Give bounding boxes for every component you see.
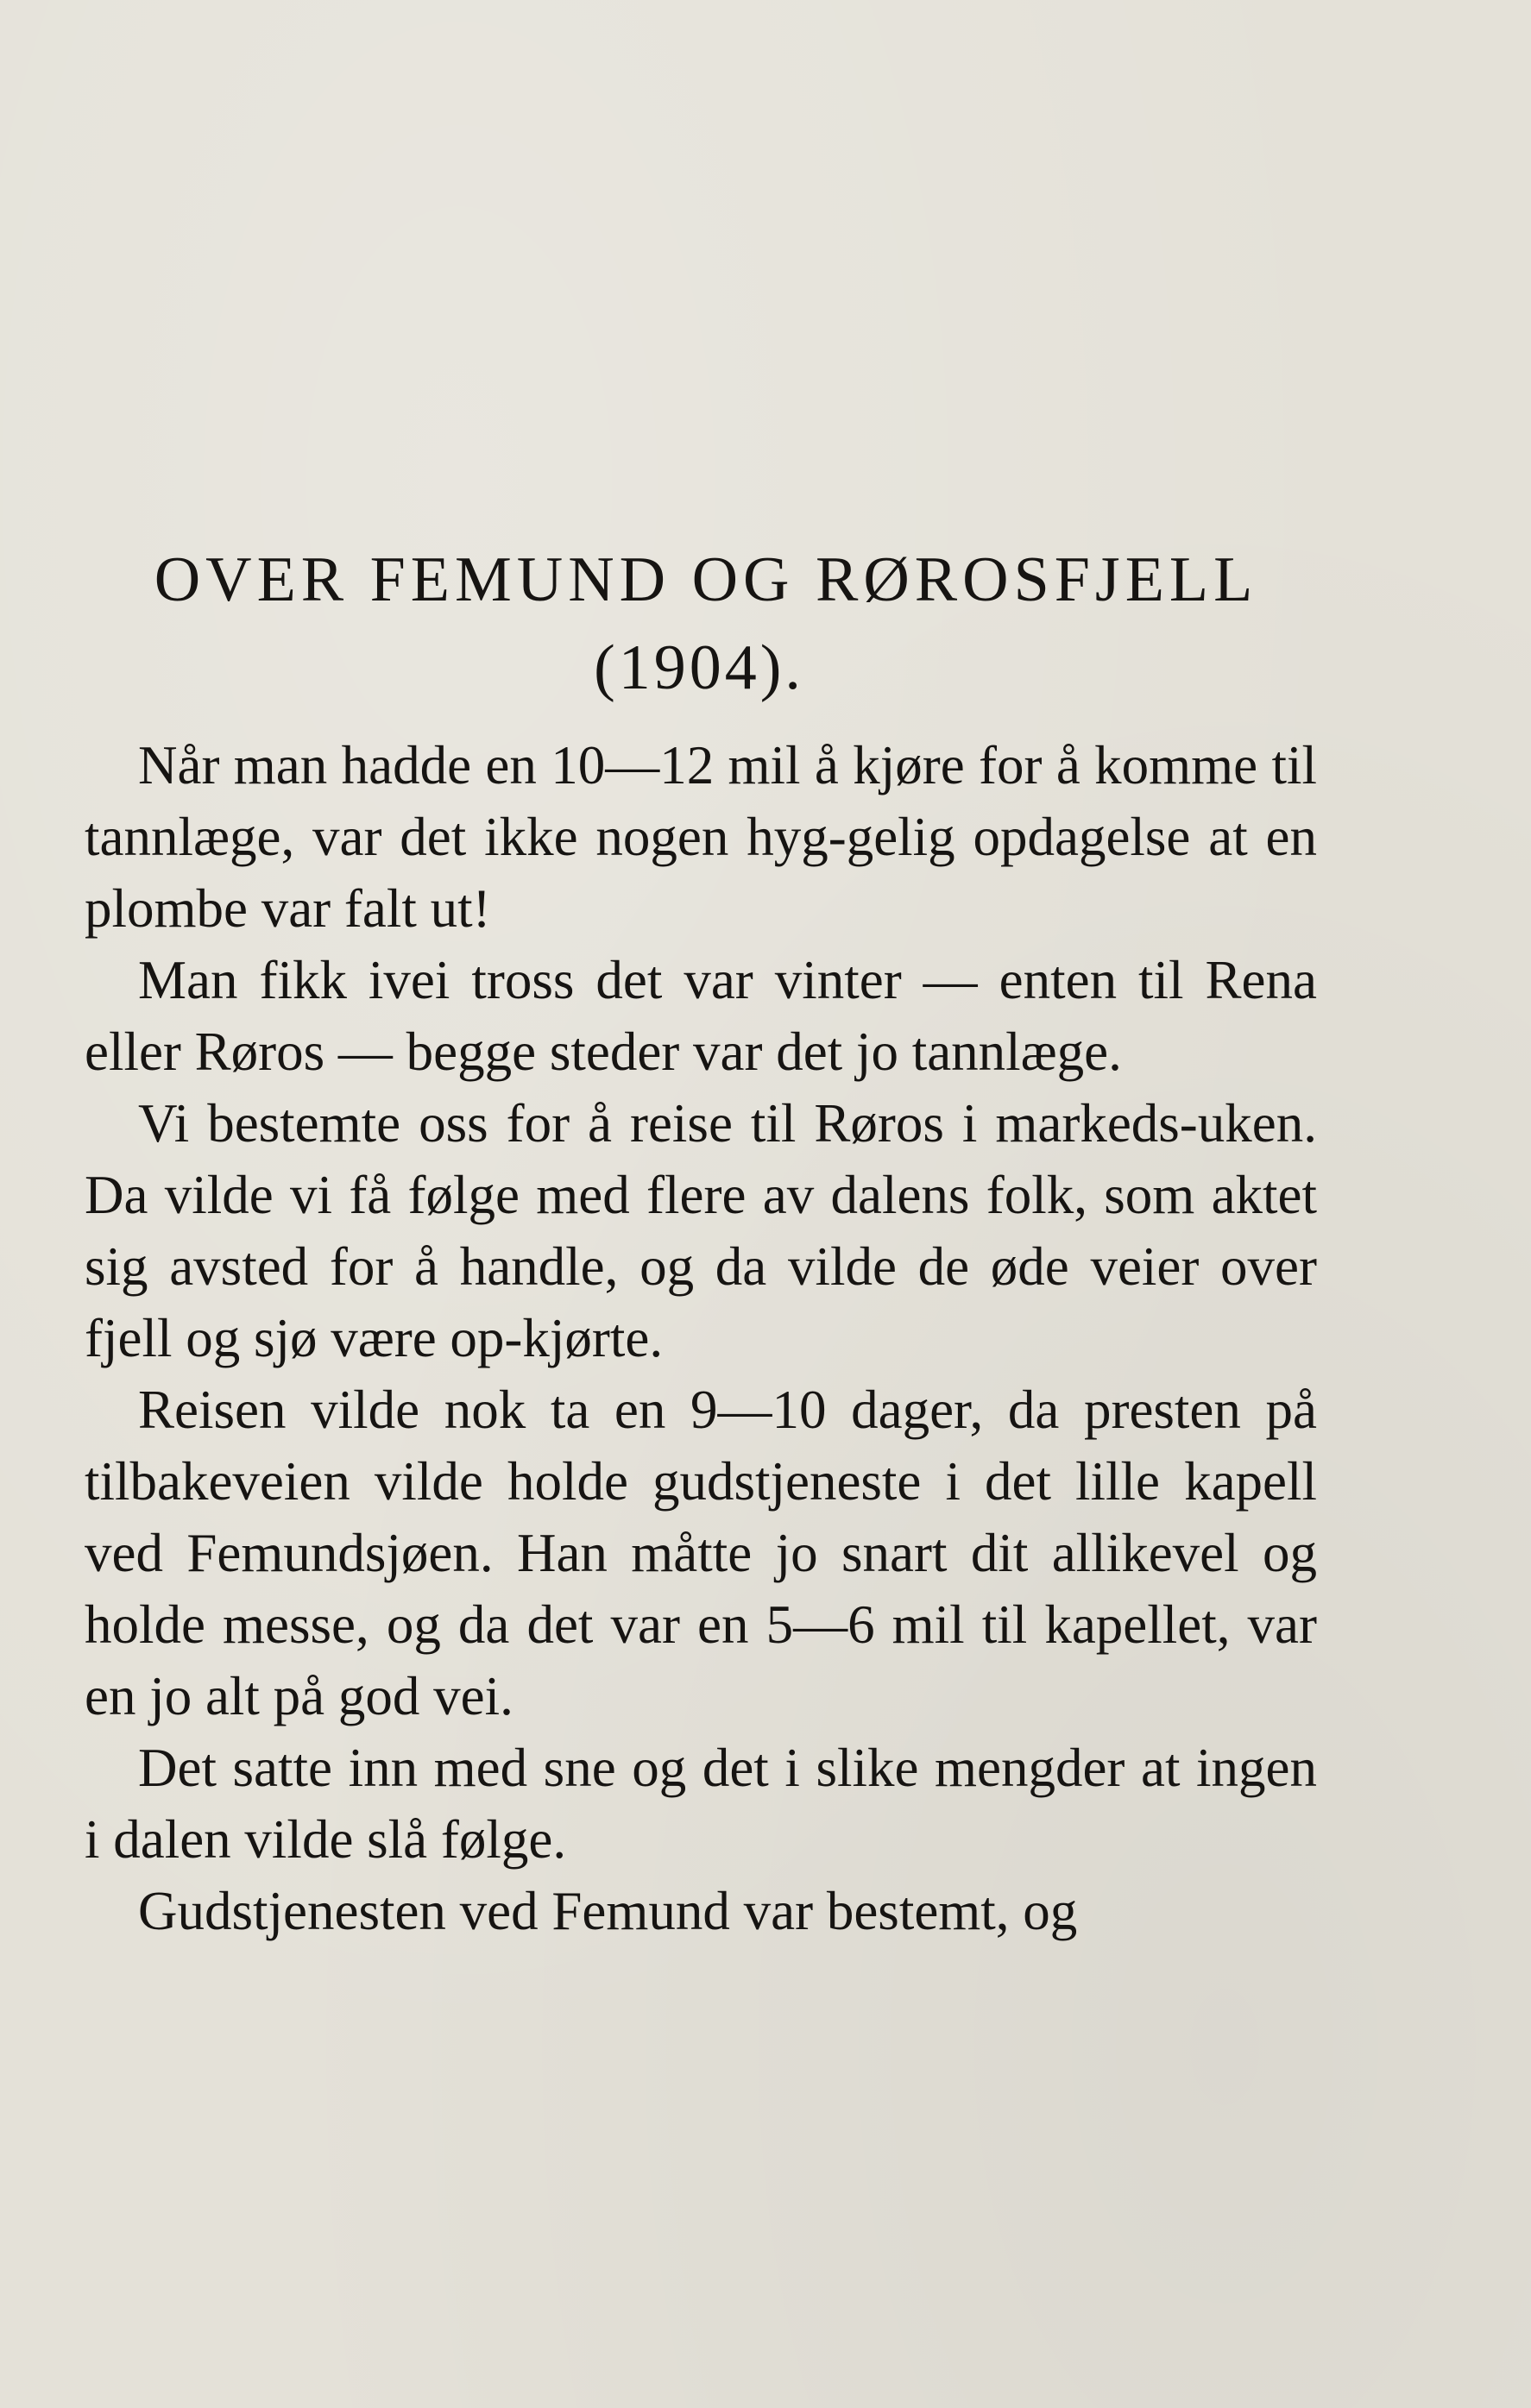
body-text [85, 730, 1317, 1947]
paragraph-6: Gudstjenesten ved Femund var bestemt, og [138, 1881, 1078, 1941]
chapter-title: OVER FEMUND OG RØROSFJELL [154, 544, 1258, 615]
paragraph-2: Man fikk ivei tross det var vinter — enten til Rena eller Røros — begge steder var det jo tannlæge. [85, 950, 1317, 1082]
paragraph-5: Det satte inn med sne og det i slike mengder at ingen i dalen vilde slå følge. [85, 1738, 1317, 1870]
paragraph-4: Reisen vilde nok ta en 9—10 dager, da presten på tilbakeveien vilde holde gudstjeneste i det lille kapell ved Femundsjøen. Han måtte jo snart dit allikevel og holde messe, og da det var en 5—6 mil til kapellet, var en jo alt på god vei. [85, 1380, 1317, 1726]
paragraph-1: Når man hadde en 10—12 mil å kjøre for å komme til tannlæge, var det ikke nogen hyg-gelig opdagelse at en plombe var falt ut! [85, 735, 1317, 939]
paragraph-3: Vi bestemte oss for å reise til Røros i markeds-uken. Da vilde vi få følge med flere av dalens folk, som aktet sig avsted for å handle, og da vilde de øde veier over fjell og sjø være op-kjørte. [85, 1093, 1317, 1368]
chapter-year: (1904). [594, 632, 804, 703]
